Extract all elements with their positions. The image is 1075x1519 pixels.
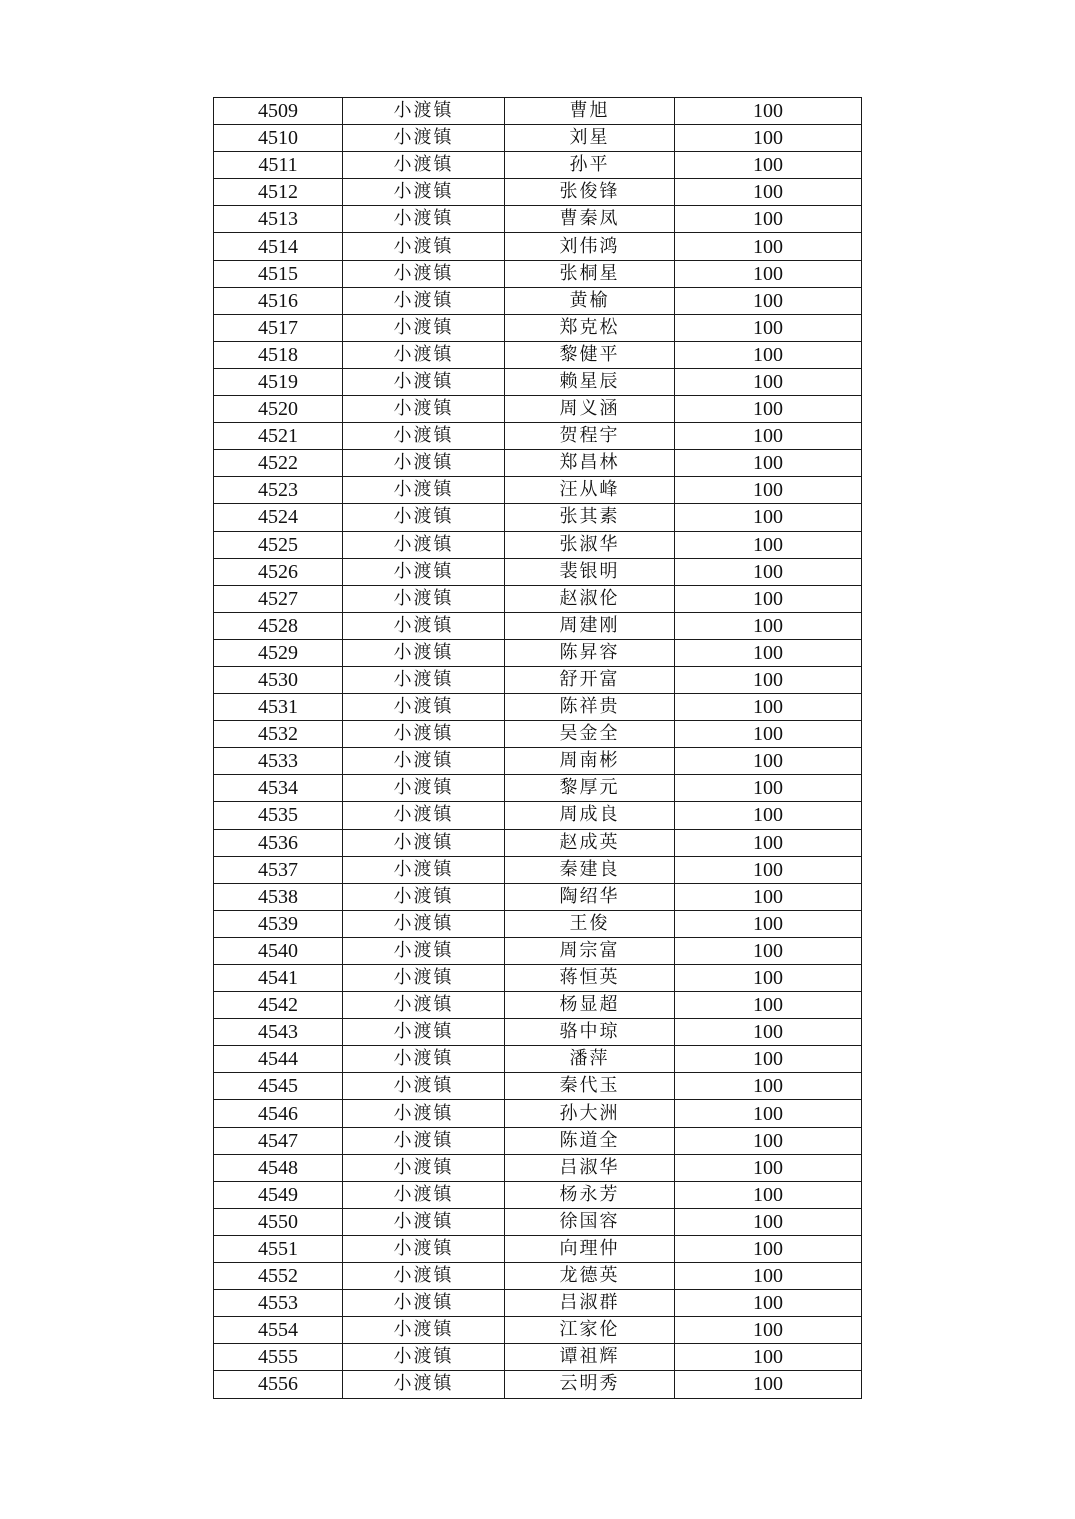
- serial-number-cell: 4527: [214, 585, 343, 612]
- person-name-cell: 蒋恒英: [505, 965, 675, 992]
- person-name-cell: 秦建良: [505, 856, 675, 883]
- serial-number-cell: 4518: [214, 341, 343, 368]
- town-cell: 小渡镇: [343, 1100, 505, 1127]
- table-row: [214, 558, 862, 585]
- amount-cell: 100: [675, 585, 862, 612]
- serial-number-cell: 4509: [214, 98, 343, 125]
- town-cell: 小渡镇: [343, 1235, 505, 1262]
- serial-number-cell: 4529: [214, 639, 343, 666]
- town-cell: 小渡镇: [343, 666, 505, 693]
- person-name-cell: 曹旭: [505, 98, 675, 125]
- serial-number-cell: 4537: [214, 856, 343, 883]
- person-name-cell: 吕淑华: [505, 1154, 675, 1181]
- table-row: [214, 1019, 862, 1046]
- town-cell: 小渡镇: [343, 639, 505, 666]
- amount-cell: 100: [675, 504, 862, 531]
- amount-cell: 100: [675, 1290, 862, 1317]
- table-row: [214, 585, 862, 612]
- amount-cell: 100: [675, 558, 862, 585]
- town-cell: 小渡镇: [343, 1019, 505, 1046]
- amount-cell: 100: [675, 829, 862, 856]
- table-row: [214, 206, 862, 233]
- serial-number-cell: 4534: [214, 775, 343, 802]
- town-cell: 小渡镇: [343, 992, 505, 1019]
- table-row: [214, 992, 862, 1019]
- table-row: [214, 1263, 862, 1290]
- table-row: [214, 1046, 862, 1073]
- town-cell: 小渡镇: [343, 477, 505, 504]
- person-name-cell: 江家伦: [505, 1317, 675, 1344]
- amount-cell: 100: [675, 883, 862, 910]
- table-row: [214, 179, 862, 206]
- town-cell: 小渡镇: [343, 1127, 505, 1154]
- person-name-cell: 徐国容: [505, 1208, 675, 1235]
- table-row: [214, 639, 862, 666]
- serial-number-cell: 4511: [214, 152, 343, 179]
- town-cell: 小渡镇: [343, 721, 505, 748]
- town-cell: 小渡镇: [343, 775, 505, 802]
- serial-number-cell: 4517: [214, 314, 343, 341]
- table-row: [214, 125, 862, 152]
- town-cell: 小渡镇: [343, 152, 505, 179]
- roster-table-body: [214, 98, 862, 1399]
- table-row: [214, 1127, 862, 1154]
- person-name-cell: 郑克松: [505, 314, 675, 341]
- amount-cell: 100: [675, 531, 862, 558]
- amount-cell: 100: [675, 1127, 862, 1154]
- serial-number-cell: 4531: [214, 694, 343, 721]
- table-row: [214, 531, 862, 558]
- serial-number-cell: 4512: [214, 179, 343, 206]
- amount-cell: 100: [675, 937, 862, 964]
- town-cell: 小渡镇: [343, 287, 505, 314]
- table-row: [214, 748, 862, 775]
- serial-number-cell: 4554: [214, 1317, 343, 1344]
- serial-number-cell: 4515: [214, 260, 343, 287]
- town-cell: 小渡镇: [343, 98, 505, 125]
- amount-cell: 100: [675, 1046, 862, 1073]
- person-name-cell: 谭祖辉: [505, 1344, 675, 1371]
- town-cell: 小渡镇: [343, 829, 505, 856]
- table-row: [214, 775, 862, 802]
- amount-cell: 100: [675, 666, 862, 693]
- serial-number-cell: 4519: [214, 368, 343, 395]
- amount-cell: 100: [675, 341, 862, 368]
- person-name-cell: 龙德英: [505, 1263, 675, 1290]
- table-row: [214, 98, 862, 125]
- person-name-cell: 吴金全: [505, 721, 675, 748]
- person-name-cell: 郑昌林: [505, 450, 675, 477]
- amount-cell: 100: [675, 748, 862, 775]
- person-name-cell: 周义涵: [505, 396, 675, 423]
- amount-cell: 100: [675, 965, 862, 992]
- amount-cell: 100: [675, 802, 862, 829]
- town-cell: 小渡镇: [343, 883, 505, 910]
- town-cell: 小渡镇: [343, 233, 505, 260]
- person-name-cell: 周建刚: [505, 612, 675, 639]
- serial-number-cell: 4525: [214, 531, 343, 558]
- amount-cell: 100: [675, 450, 862, 477]
- table-row: [214, 396, 862, 423]
- amount-cell: 100: [675, 423, 862, 450]
- amount-cell: 100: [675, 1263, 862, 1290]
- person-name-cell: 舒开富: [505, 666, 675, 693]
- table-row: [214, 721, 862, 748]
- table-row: [214, 287, 862, 314]
- serial-number-cell: 4539: [214, 910, 343, 937]
- table-row: [214, 829, 862, 856]
- amount-cell: 100: [675, 179, 862, 206]
- town-cell: 小渡镇: [343, 1181, 505, 1208]
- person-name-cell: 张其素: [505, 504, 675, 531]
- amount-cell: 100: [675, 477, 862, 504]
- person-name-cell: 陶绍华: [505, 883, 675, 910]
- amount-cell: 100: [675, 125, 862, 152]
- serial-number-cell: 4552: [214, 1263, 343, 1290]
- person-name-cell: 黎健平: [505, 341, 675, 368]
- amount-cell: 100: [675, 1371, 862, 1398]
- amount-cell: 100: [675, 612, 862, 639]
- town-cell: 小渡镇: [343, 260, 505, 287]
- table-row: [214, 1100, 862, 1127]
- person-name-cell: 孙平: [505, 152, 675, 179]
- serial-number-cell: 4546: [214, 1100, 343, 1127]
- person-name-cell: 赖星辰: [505, 368, 675, 395]
- person-name-cell: 吕淑群: [505, 1290, 675, 1317]
- person-name-cell: 赵淑伦: [505, 585, 675, 612]
- table-row: [214, 260, 862, 287]
- serial-number-cell: 4547: [214, 1127, 343, 1154]
- serial-number-cell: 4516: [214, 287, 343, 314]
- amount-cell: 100: [675, 1344, 862, 1371]
- town-cell: 小渡镇: [343, 910, 505, 937]
- amount-cell: 100: [675, 152, 862, 179]
- serial-number-cell: 4540: [214, 937, 343, 964]
- table-row: [214, 1317, 862, 1344]
- person-name-cell: 张俊锋: [505, 179, 675, 206]
- amount-cell: 100: [675, 1154, 862, 1181]
- person-name-cell: 贺程宇: [505, 423, 675, 450]
- person-name-cell: 陈道全: [505, 1127, 675, 1154]
- person-name-cell: 王俊: [505, 910, 675, 937]
- town-cell: 小渡镇: [343, 1046, 505, 1073]
- person-name-cell: 张桐星: [505, 260, 675, 287]
- amount-cell: 100: [675, 721, 862, 748]
- serial-number-cell: 4550: [214, 1208, 343, 1235]
- amount-cell: 100: [675, 639, 862, 666]
- table-row: [214, 883, 862, 910]
- amount-cell: 100: [675, 856, 862, 883]
- serial-number-cell: 4548: [214, 1154, 343, 1181]
- town-cell: 小渡镇: [343, 531, 505, 558]
- town-cell: 小渡镇: [343, 1208, 505, 1235]
- town-cell: 小渡镇: [343, 1073, 505, 1100]
- serial-number-cell: 4513: [214, 206, 343, 233]
- serial-number-cell: 4542: [214, 992, 343, 1019]
- table-row: [214, 1154, 862, 1181]
- person-name-cell: 骆中琼: [505, 1019, 675, 1046]
- person-name-cell: 黎厚元: [505, 775, 675, 802]
- serial-number-cell: 4533: [214, 748, 343, 775]
- serial-number-cell: 4544: [214, 1046, 343, 1073]
- person-name-cell: 孙大洲: [505, 1100, 675, 1127]
- town-cell: 小渡镇: [343, 396, 505, 423]
- serial-number-cell: 4514: [214, 233, 343, 260]
- serial-number-cell: 4551: [214, 1235, 343, 1262]
- person-name-cell: 曹秦凤: [505, 206, 675, 233]
- person-name-cell: 向理仲: [505, 1235, 675, 1262]
- town-cell: 小渡镇: [343, 504, 505, 531]
- table-row: [214, 450, 862, 477]
- table-row: [214, 477, 862, 504]
- serial-number-cell: 4556: [214, 1371, 343, 1398]
- table-row: [214, 1181, 862, 1208]
- table-row: [214, 368, 862, 395]
- amount-cell: 100: [675, 287, 862, 314]
- amount-cell: 100: [675, 206, 862, 233]
- serial-number-cell: 4528: [214, 612, 343, 639]
- table-row: [214, 1235, 862, 1262]
- table-row: [214, 1208, 862, 1235]
- person-name-cell: 裴银明: [505, 558, 675, 585]
- person-name-cell: 刘伟鸿: [505, 233, 675, 260]
- table-row: [214, 233, 862, 260]
- table-row: [214, 504, 862, 531]
- amount-cell: 100: [675, 1073, 862, 1100]
- serial-number-cell: 4535: [214, 802, 343, 829]
- town-cell: 小渡镇: [343, 1154, 505, 1181]
- amount-cell: 100: [675, 314, 862, 341]
- table-row: [214, 1344, 862, 1371]
- serial-number-cell: 4522: [214, 450, 343, 477]
- amount-cell: 100: [675, 1019, 862, 1046]
- table-row: [214, 856, 862, 883]
- table-row: [214, 666, 862, 693]
- person-name-cell: 周宗富: [505, 937, 675, 964]
- roster-table: [213, 97, 862, 1399]
- serial-number-cell: 4523: [214, 477, 343, 504]
- serial-number-cell: 4549: [214, 1181, 343, 1208]
- person-name-cell: 云明秀: [505, 1371, 675, 1398]
- serial-number-cell: 4538: [214, 883, 343, 910]
- table-row: [214, 937, 862, 964]
- table-row: [214, 1290, 862, 1317]
- serial-number-cell: 4541: [214, 965, 343, 992]
- serial-number-cell: 4532: [214, 721, 343, 748]
- town-cell: 小渡镇: [343, 802, 505, 829]
- town-cell: 小渡镇: [343, 748, 505, 775]
- town-cell: 小渡镇: [343, 1263, 505, 1290]
- amount-cell: 100: [675, 992, 862, 1019]
- table-row: [214, 423, 862, 450]
- amount-cell: 100: [675, 775, 862, 802]
- amount-cell: 100: [675, 1181, 862, 1208]
- table-row: [214, 802, 862, 829]
- town-cell: 小渡镇: [343, 856, 505, 883]
- person-name-cell: 周成良: [505, 802, 675, 829]
- table-row: [214, 1073, 862, 1100]
- table-row: [214, 910, 862, 937]
- person-name-cell: 杨显超: [505, 992, 675, 1019]
- serial-number-cell: 4526: [214, 558, 343, 585]
- person-name-cell: 赵成英: [505, 829, 675, 856]
- serial-number-cell: 4543: [214, 1019, 343, 1046]
- town-cell: 小渡镇: [343, 1371, 505, 1398]
- person-name-cell: 汪从峰: [505, 477, 675, 504]
- serial-number-cell: 4520: [214, 396, 343, 423]
- table-row: [214, 152, 862, 179]
- amount-cell: 100: [675, 910, 862, 937]
- person-name-cell: 秦代玉: [505, 1073, 675, 1100]
- serial-number-cell: 4553: [214, 1290, 343, 1317]
- town-cell: 小渡镇: [343, 694, 505, 721]
- table-row: [214, 694, 862, 721]
- table-row: [214, 612, 862, 639]
- town-cell: 小渡镇: [343, 1290, 505, 1317]
- town-cell: 小渡镇: [343, 450, 505, 477]
- town-cell: 小渡镇: [343, 558, 505, 585]
- town-cell: 小渡镇: [343, 341, 505, 368]
- town-cell: 小渡镇: [343, 423, 505, 450]
- serial-number-cell: 4510: [214, 125, 343, 152]
- amount-cell: 100: [675, 1235, 862, 1262]
- amount-cell: 100: [675, 368, 862, 395]
- person-name-cell: 杨永芳: [505, 1181, 675, 1208]
- amount-cell: 100: [675, 98, 862, 125]
- town-cell: 小渡镇: [343, 1317, 505, 1344]
- town-cell: 小渡镇: [343, 585, 505, 612]
- town-cell: 小渡镇: [343, 314, 505, 341]
- serial-number-cell: 4536: [214, 829, 343, 856]
- town-cell: 小渡镇: [343, 368, 505, 395]
- amount-cell: 100: [675, 233, 862, 260]
- amount-cell: 100: [675, 260, 862, 287]
- town-cell: 小渡镇: [343, 612, 505, 639]
- serial-number-cell: 4555: [214, 1344, 343, 1371]
- town-cell: 小渡镇: [343, 206, 505, 233]
- amount-cell: 100: [675, 1208, 862, 1235]
- serial-number-cell: 4521: [214, 423, 343, 450]
- town-cell: 小渡镇: [343, 965, 505, 992]
- amount-cell: 100: [675, 396, 862, 423]
- amount-cell: 100: [675, 1317, 862, 1344]
- table-row: [214, 965, 862, 992]
- person-name-cell: 陈昇容: [505, 639, 675, 666]
- serial-number-cell: 4530: [214, 666, 343, 693]
- town-cell: 小渡镇: [343, 125, 505, 152]
- person-name-cell: 陈祥贵: [505, 694, 675, 721]
- town-cell: 小渡镇: [343, 937, 505, 964]
- person-name-cell: 张淑华: [505, 531, 675, 558]
- table-row: [214, 341, 862, 368]
- person-name-cell: 黄榆: [505, 287, 675, 314]
- person-name-cell: 刘星: [505, 125, 675, 152]
- person-name-cell: 周南彬: [505, 748, 675, 775]
- amount-cell: 100: [675, 694, 862, 721]
- person-name-cell: 潘萍: [505, 1046, 675, 1073]
- amount-cell: 100: [675, 1100, 862, 1127]
- serial-number-cell: 4524: [214, 504, 343, 531]
- table-row: [214, 314, 862, 341]
- serial-number-cell: 4545: [214, 1073, 343, 1100]
- town-cell: 小渡镇: [343, 1344, 505, 1371]
- table-row: [214, 1371, 862, 1398]
- town-cell: 小渡镇: [343, 179, 505, 206]
